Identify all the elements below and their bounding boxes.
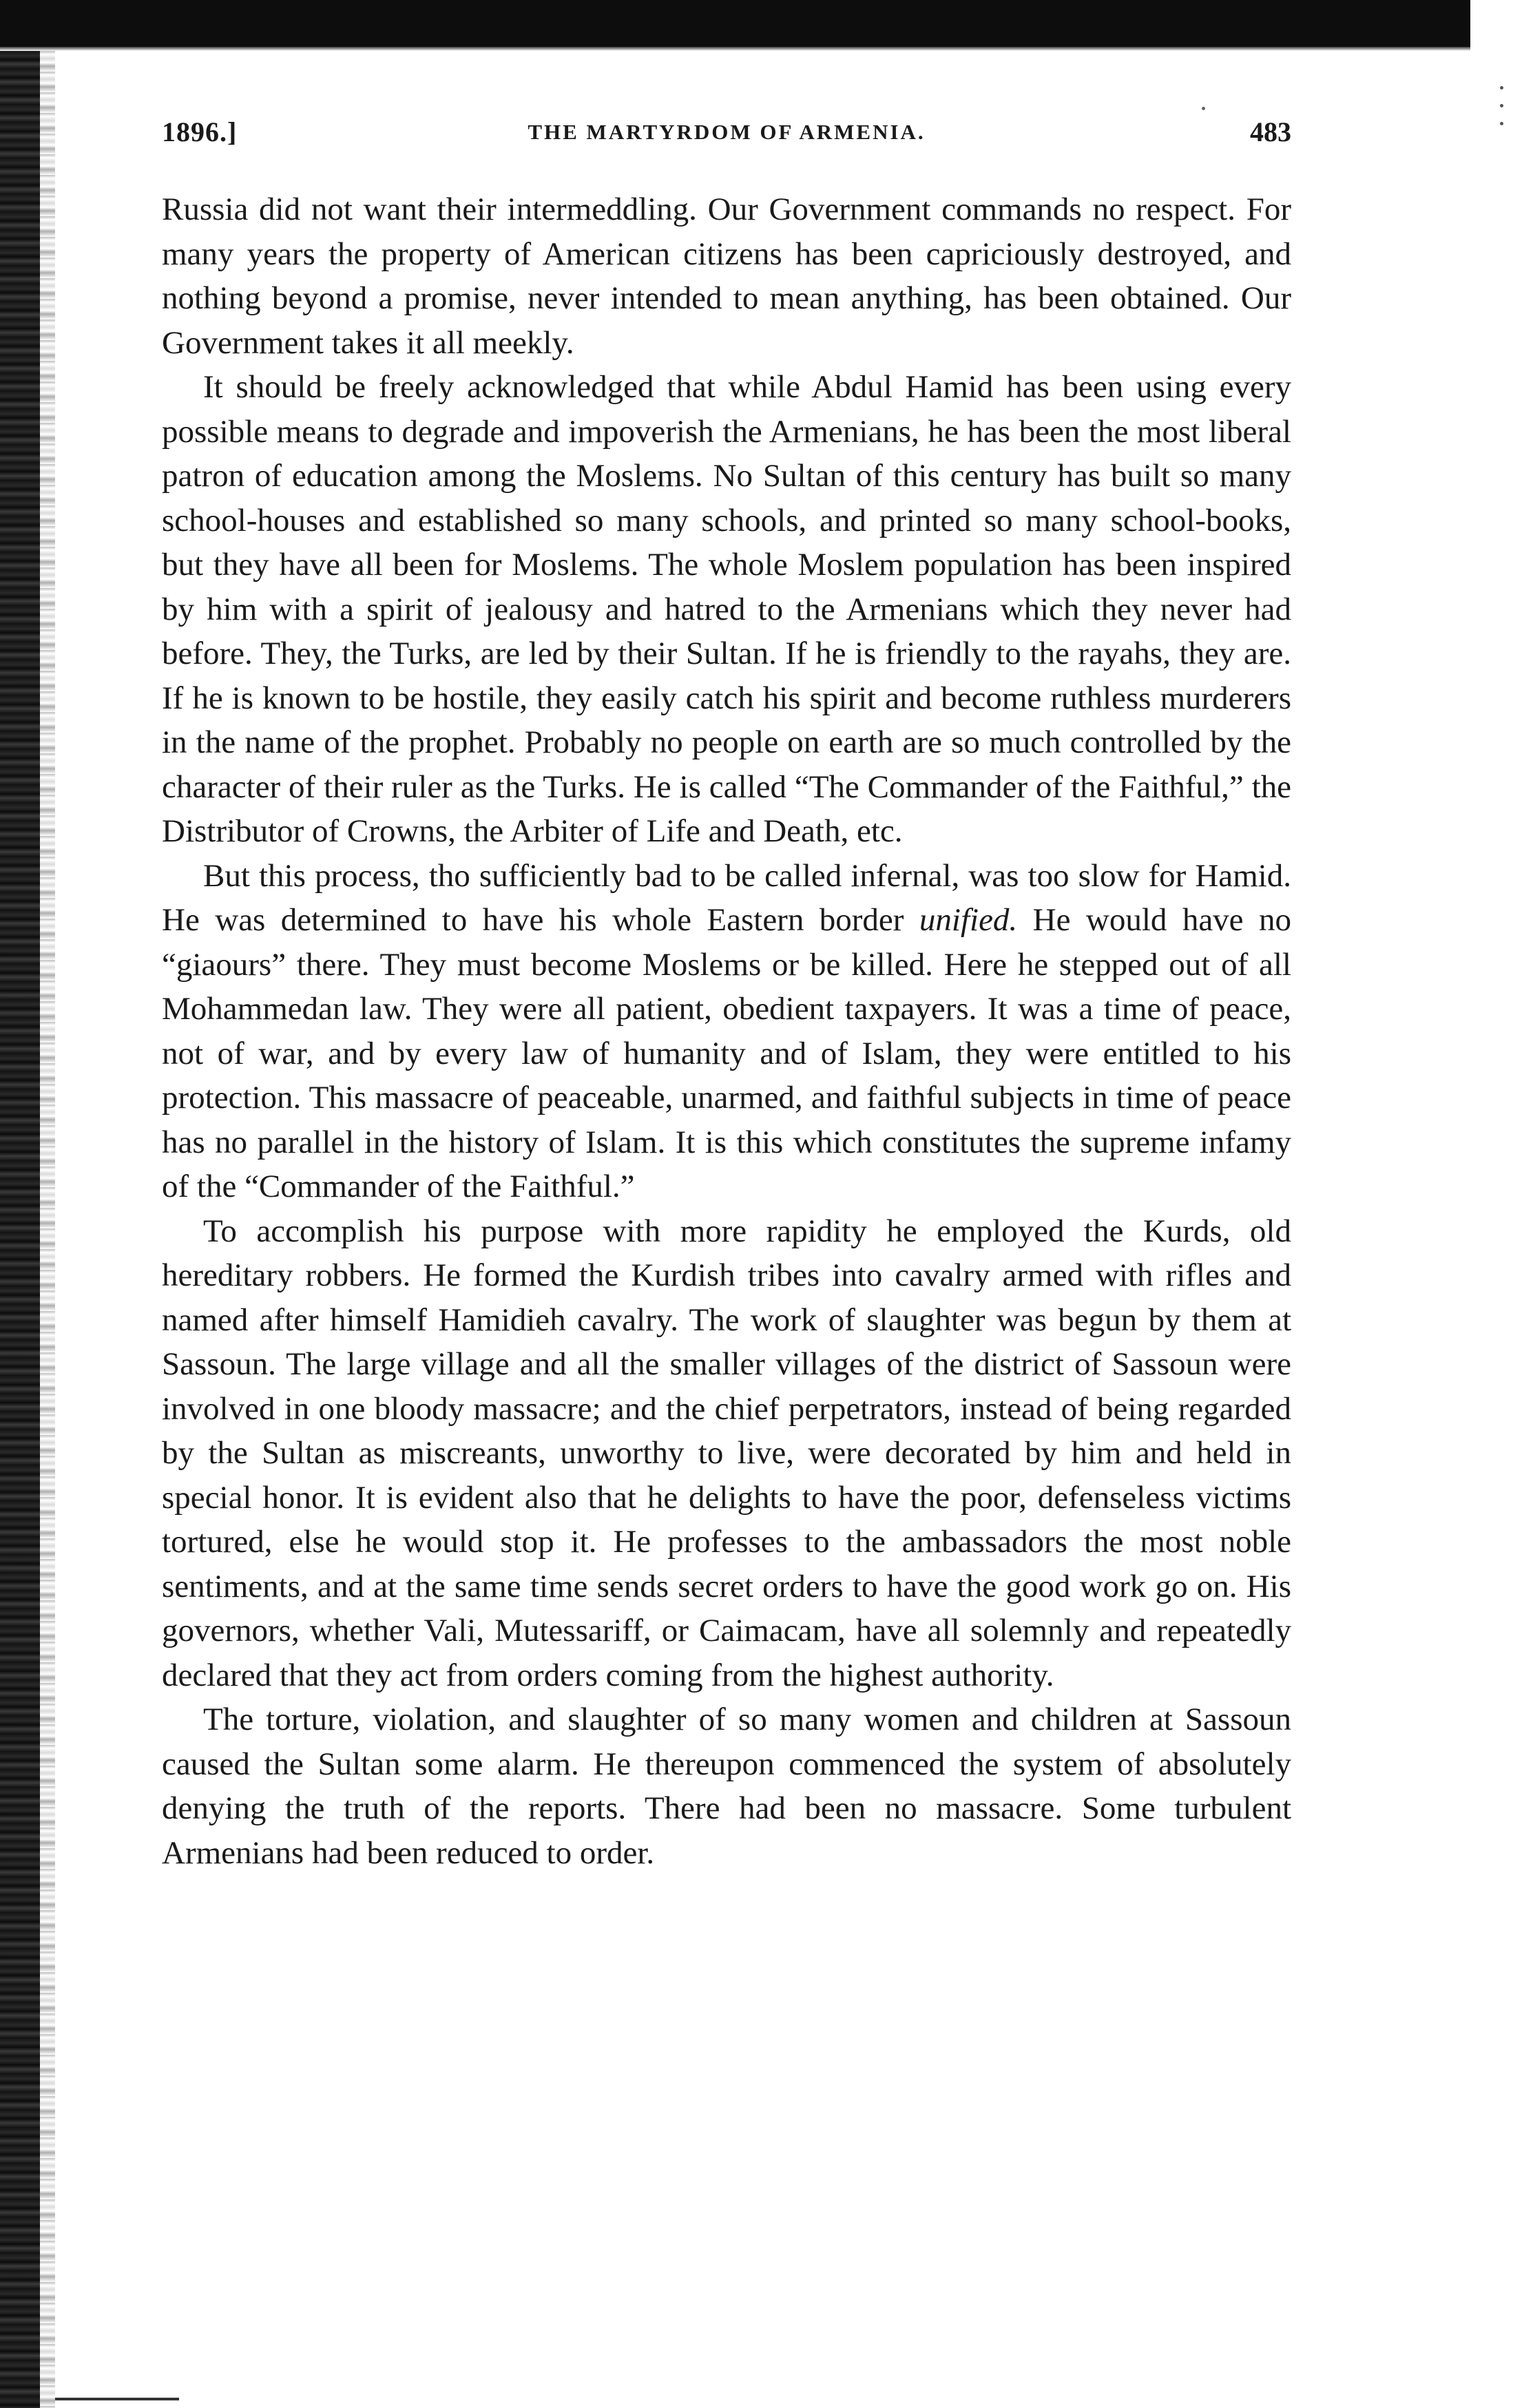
scan-top-border-fade xyxy=(0,47,1470,51)
body-text xyxy=(162,187,1291,1875)
paragraph-2: It should be freely acknowledged that while Abdul Hamid has been using every possible means to degrade and impoverish the Armenians, he has been the most liberal patron of education among the Moslems. No Sultan of this century has built so many school-houses and established so many schools, and printed so many school-books, but they have all been for Moslems. The whole Moslem population has been inspired by him with a spirit of jealousy and hatred to the Armenians which they never had before. They, the Turks, are led by their Sultan. If he is friendly to the rayahs, they are. If he is known to be hostile, they easily catch his spirit and become ruthless murderers in the name of the prophet. Probably no people on earth are so much controlled by the character of their ruler as the Turks. He is called “The Commander of the Faithful,” the Distributor of Crowns, the Arbiter of Life and Death, etc. xyxy=(162,369,1291,849)
scan-binding-edge xyxy=(0,51,40,2408)
scan-binding-shadow xyxy=(40,51,55,2408)
paragraph-1: Russia did not want their intermeddling. Our Government commands no respect. For many years the property of American citizens has been capriciously destroyed, and nothing beyond a promise, never intended to mean anything, has been obtained. Our Government takes it all meekly. xyxy=(162,191,1291,361)
header-year: 1896.] xyxy=(162,116,238,147)
scan-top-border xyxy=(0,0,1470,47)
running-header xyxy=(162,116,1291,157)
scan-speck xyxy=(1202,107,1205,110)
page-number: 483 xyxy=(1250,116,1291,147)
scan-bottom-mark xyxy=(55,2398,179,2400)
paragraph-5: The torture, violation, and slaughter of so many women and children at Sassoun caused the Sultan some alarm. He thereupon commenced the system of absolutely denying the truth of the reports. There had been no massacre. Some turbulent Armenians had been reduced to order. xyxy=(162,1702,1291,1871)
header-title: THE MARTYRDOM OF ARMENIA. xyxy=(528,120,926,144)
paragraph-3: But this process, tho sufficiently bad to be called infernal, was too slow for Hamid. He was determined to have his whole Eastern border unified. He would have no “giaours” there. They must become Moslems or be killed. Here he stepped out of all Mohammedan law. They were all patient, obedient taxpayers. It was a time of peace, not of war, and by every law of humanity and of Islam, they were entitled to his protection. This massacre of peaceable, unarmed, and faithful subjects in time of peace has no parallel in the history of Islam. It is this which constitutes the supreme infamy of the “Commander of the Faithful.” xyxy=(162,857,1291,1204)
paragraph-4: To accomplish his purpose with more rapidity he employed the Kurds, old hereditary robbers. He formed the Kurdish tribes into cavalry armed with rifles and named after himself Hamidieh cavalry. The work of slaughter was begun by them at Sassoun. The large village and all the smaller villages of the district of Sassoun were involved in one bloody massacre; and the chief perpetrators, instead of being regarded by the Sultan as miscreants, unworthy to live, were decorated by him and held in special honor. It is evident also that he delights to have the poor, defenseless victims tortured, else he would stop it. He professes to the ambassadors the most noble sentiments, and at the same time sends secret orders to have the good work go on. His governors, whether Vali, Mutessariff, or Caimacam, have all solemnly and repeatedly declared that they act from orders coming from the highest authority. xyxy=(162,1213,1291,1693)
emphasis-unified: unified. xyxy=(919,902,1018,938)
scan-specks xyxy=(1500,86,1505,148)
